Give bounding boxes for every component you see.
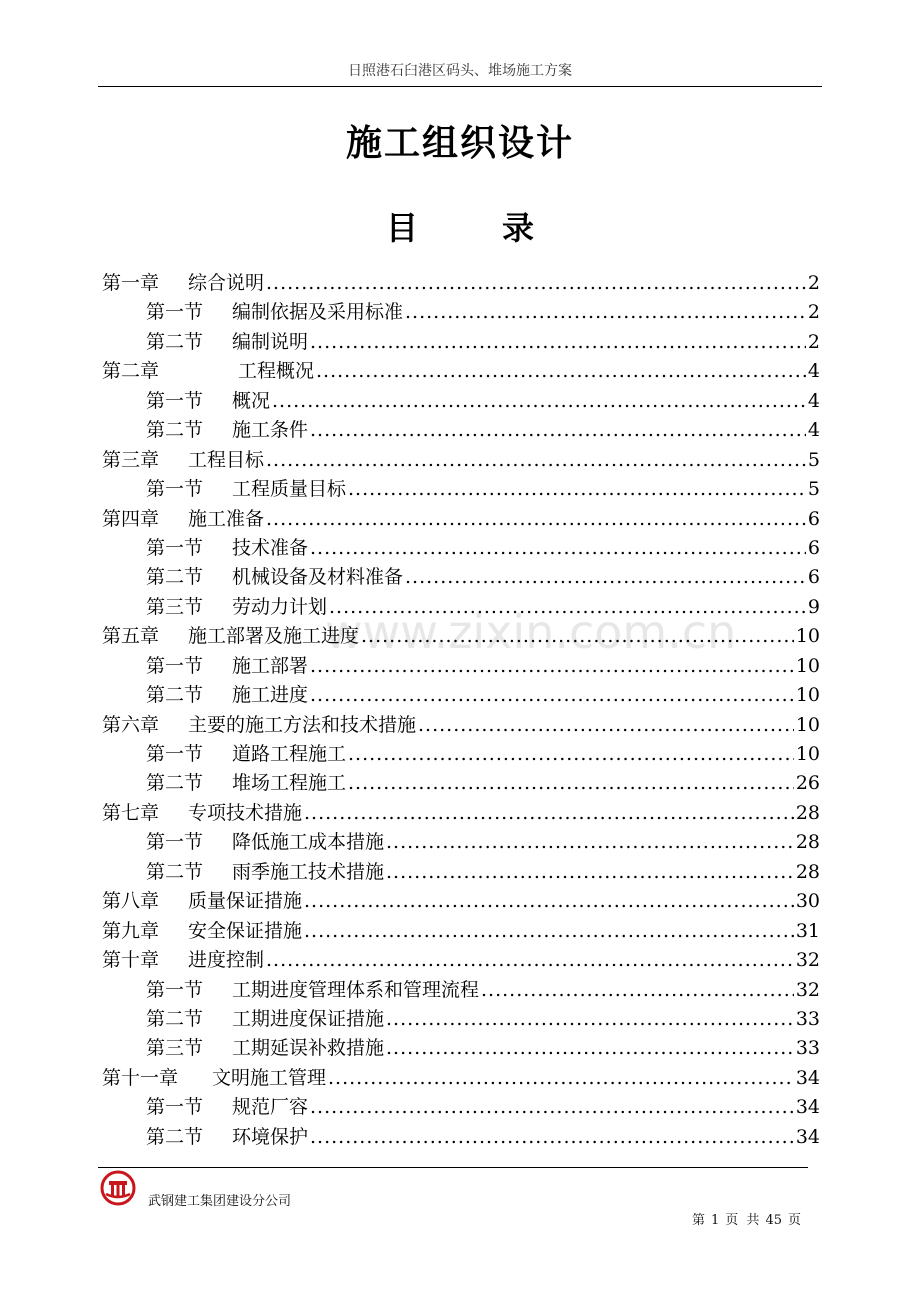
toc-entry[interactable] (102, 534, 820, 563)
toc-entry-title: 专项技术措施 (188, 801, 303, 824)
toc-entry[interactable] (102, 563, 820, 592)
toc-leader-dots (266, 446, 806, 475)
toc-entry-number: 第二节 (146, 566, 204, 589)
toc-entry[interactable] (102, 298, 820, 327)
toc-leader-dots (418, 711, 794, 740)
toc-entry-number: 第一节 (146, 654, 204, 677)
page-counter (689, 1209, 804, 1228)
toc-entry[interactable] (102, 828, 820, 857)
toc-entry-page: 28 (795, 801, 820, 824)
toc-entry-page: 4 (807, 389, 820, 412)
toc-entry-page: 9 (807, 595, 820, 618)
toc-leader-dots (266, 269, 806, 298)
toc-entry-page: 33 (795, 1007, 820, 1030)
page-prefix: 第 (692, 1213, 706, 1228)
toc-entry-number: 第二节 (146, 1125, 204, 1148)
toc-leader-dots (481, 976, 794, 1005)
toc-entry-number: 第二节 (146, 419, 204, 442)
toc-leader-dots (310, 1123, 794, 1152)
toc-leader-dots (266, 505, 806, 534)
toc-leader-dots (310, 534, 806, 563)
toc-entry-number: 第三节 (146, 595, 204, 618)
toc-entry-title: 道路工程施工 (232, 743, 347, 765)
toc-leader-dots (272, 387, 806, 416)
toc-entry[interactable] (102, 387, 820, 416)
toc-entry-number: 第一节 (146, 478, 204, 501)
toc-leader-dots (329, 593, 806, 622)
toc-entry-number: 第七章 (102, 801, 160, 824)
toc-entry[interactable] (102, 681, 820, 710)
toc-entry[interactable] (102, 799, 820, 828)
company-logo-icon (100, 1170, 136, 1206)
toc-entry-number: 第二节 (146, 860, 204, 883)
toc-entry-title: 施工部署 (232, 654, 309, 677)
toc-entry[interactable] (102, 505, 820, 534)
toc-entry-page: 26 (795, 772, 820, 795)
toc-entry-title: 环境保护 (232, 1125, 309, 1148)
page-suffix: 页 (787, 1213, 801, 1228)
toc-entry-page: 30 (795, 890, 820, 913)
toc-entry-number: 第一章 (102, 272, 160, 294)
toc-entry-number: 第一节 (146, 1096, 204, 1119)
page-current: 1 (711, 1213, 720, 1228)
toc-entry[interactable] (102, 593, 820, 622)
toc-leader-dots (304, 917, 794, 946)
toc-leader-dots (405, 298, 806, 327)
toc-entry-page: 2 (807, 301, 820, 324)
toc-entry[interactable] (102, 711, 820, 740)
toc-entry[interactable] (102, 475, 820, 504)
toc-entry-number: 第十章 (102, 949, 160, 972)
toc-leader-dots (386, 1005, 794, 1034)
toc-entry-title: 安全保证措施 (188, 919, 303, 942)
toc-entry-page: 10 (795, 713, 820, 736)
toc-entry[interactable] (102, 357, 820, 386)
toc-entry[interactable] (102, 858, 820, 887)
toc-entry-title: 主要的施工方法和技术措施 (188, 713, 417, 736)
toc-leader-dots (310, 1093, 794, 1122)
toc-leader-dots (386, 1034, 794, 1063)
toc-entry-title: 降低施工成本措施 (232, 831, 385, 854)
toc-entry[interactable] (102, 917, 820, 946)
page-total: 45 (765, 1213, 782, 1228)
toc-entry[interactable] (102, 1123, 820, 1152)
toc-entry[interactable] (102, 652, 820, 681)
toc-entry-number: 第九章 (102, 919, 160, 942)
toc-entry-page: 5 (807, 478, 820, 501)
toc-entry-title: 质量保证措施 (188, 890, 303, 913)
toc-leader-dots (304, 799, 794, 828)
toc-leader-dots (310, 681, 794, 710)
watermark: www.zixin.com.cn (325, 605, 737, 659)
toc-heading-right: 录 (502, 209, 535, 247)
toc-entry-page: 34 (795, 1066, 820, 1089)
toc-entry-number: 第四章 (102, 507, 160, 530)
toc-entry[interactable] (102, 1034, 820, 1063)
toc-entry[interactable] (102, 1093, 820, 1122)
toc-entry[interactable] (102, 446, 820, 475)
toc-entry-page: 2 (807, 330, 820, 353)
toc-entry-page: 32 (795, 978, 820, 1001)
toc-entry-number: 第八章 (102, 890, 160, 913)
toc-entry-number: 第一节 (146, 743, 204, 765)
toc-entry-number: 第一节 (146, 301, 204, 324)
toc-leader-dots (266, 946, 794, 975)
toc-entry-number: 第二节 (146, 684, 204, 707)
toc-entry-title: 工程目标 (188, 448, 265, 471)
toc-entry-number: 第三节 (146, 1037, 204, 1060)
toc-leader-dots (316, 357, 806, 386)
toc-entry[interactable] (102, 887, 820, 916)
toc-heading-left: 目 (385, 209, 418, 247)
toc-entry-page: 28 (795, 860, 820, 883)
footer-rule (98, 1167, 808, 1168)
toc-leader-dots (310, 416, 806, 445)
toc-entry-page: 34 (795, 1096, 820, 1119)
toc-entry-page: 34 (795, 1125, 820, 1148)
toc-entry-title: 劳动力计划 (232, 595, 328, 618)
toc-entry[interactable] (102, 622, 820, 651)
toc-leader-dots (304, 887, 794, 916)
toc-entry[interactable] (102, 740, 820, 769)
toc-entry-title: 工程概况 (238, 360, 315, 383)
toc-entry-page: 6 (807, 566, 820, 589)
toc-entry-title: 工程质量目标 (232, 478, 347, 501)
toc-entry-title: 工期进度管理体系和管理流程 (232, 978, 480, 1001)
toc-entry-title: 施工部署及施工进度 (188, 625, 360, 648)
toc-entry-title: 文明施工管理 (212, 1066, 327, 1089)
toc-entry-title: 工期进度保证措施 (232, 1007, 385, 1030)
toc-leader-dots (348, 475, 806, 504)
document-title: 施工组织设计 (345, 123, 574, 164)
toc-entry-title: 施工准备 (188, 507, 265, 530)
toc-entry-page: 31 (795, 919, 820, 942)
toc-entry[interactable] (102, 976, 820, 1005)
toc-entry-title: 工期延误补救措施 (232, 1037, 385, 1060)
toc-entry-number: 第一节 (146, 536, 204, 559)
toc-leader-dots (328, 1064, 794, 1093)
toc-entry-page: 10 (795, 654, 820, 677)
page-mid: 页 共 (725, 1213, 760, 1228)
toc-entry[interactable] (102, 269, 820, 298)
toc-entry-page: 6 (807, 507, 820, 530)
toc-entry-title: 规范厂容 (232, 1096, 309, 1119)
toc-entry-title: 技术准备 (232, 536, 309, 559)
toc-entry-title: 编制说明 (232, 330, 309, 353)
toc-entry-title: 雨季施工技术措施 (232, 860, 385, 883)
toc-entry[interactable] (102, 769, 820, 798)
toc-entry-title: 施工条件 (232, 419, 309, 442)
toc-entry-page: 33 (795, 1037, 820, 1060)
toc-leader-dots (310, 328, 806, 357)
toc-entry-page: 4 (807, 360, 820, 383)
toc-entry-page: 6 (807, 536, 820, 559)
toc-leader-dots (386, 858, 794, 887)
toc-entry-title: 堆场工程施工 (232, 772, 347, 795)
toc-entry-page: 10 (795, 684, 820, 707)
toc-entry-title: 概况 (232, 389, 271, 412)
toc-entry-title: 综合说明 (188, 272, 265, 294)
toc-entry-number: 第一节 (146, 831, 204, 854)
toc-leader-dots (310, 652, 794, 681)
toc-entry-number: 第二节 (146, 1007, 204, 1030)
toc-entry-number: 第十一章 (102, 1066, 179, 1089)
toc-entry-number: 第二节 (146, 772, 204, 795)
toc-leader-dots (386, 828, 794, 857)
company-name: 武钢建工集团建设分公司 (148, 1194, 292, 1209)
toc-entry[interactable] (102, 328, 820, 357)
toc-heading (0, 203, 920, 249)
toc-entry-title: 施工进度 (232, 684, 309, 707)
toc-leader-dots (348, 740, 794, 769)
toc-entry[interactable] (102, 946, 820, 975)
toc-leader-dots (361, 622, 794, 651)
toc-entry-number: 第二章 (102, 360, 160, 383)
toc-entry-page: 5 (807, 448, 820, 471)
toc-leader-dots (405, 563, 806, 592)
toc-leader-dots (348, 769, 794, 798)
toc-entry-page: 2 (807, 272, 820, 294)
toc-entry-number: 第五章 (102, 625, 160, 648)
toc-entry-number: 第三章 (102, 448, 160, 471)
toc-entry-page: 28 (795, 831, 820, 854)
toc-entry-number: 第六章 (102, 713, 160, 736)
toc-entry-number: 第一节 (146, 978, 204, 1001)
toc-entry-page: 10 (795, 625, 820, 648)
toc-entry[interactable] (102, 1064, 820, 1093)
toc-entry-title: 进度控制 (188, 949, 265, 972)
toc-entry-number: 第二节 (146, 330, 204, 353)
toc-entry-title: 机械设备及材料准备 (232, 566, 404, 589)
toc-entry-page: 10 (795, 743, 820, 765)
toc-entry-number: 第一节 (146, 389, 204, 412)
toc-entry-page: 4 (807, 419, 820, 442)
toc-entry[interactable] (102, 416, 820, 445)
page-header: 日照港石臼港区码头、堆场施工方案 (98, 60, 822, 87)
table-of-contents (102, 269, 820, 1152)
toc-entry-title: 编制依据及采用标准 (232, 301, 404, 324)
toc-entry-page: 32 (795, 949, 820, 972)
toc-entry[interactable] (102, 1005, 820, 1034)
